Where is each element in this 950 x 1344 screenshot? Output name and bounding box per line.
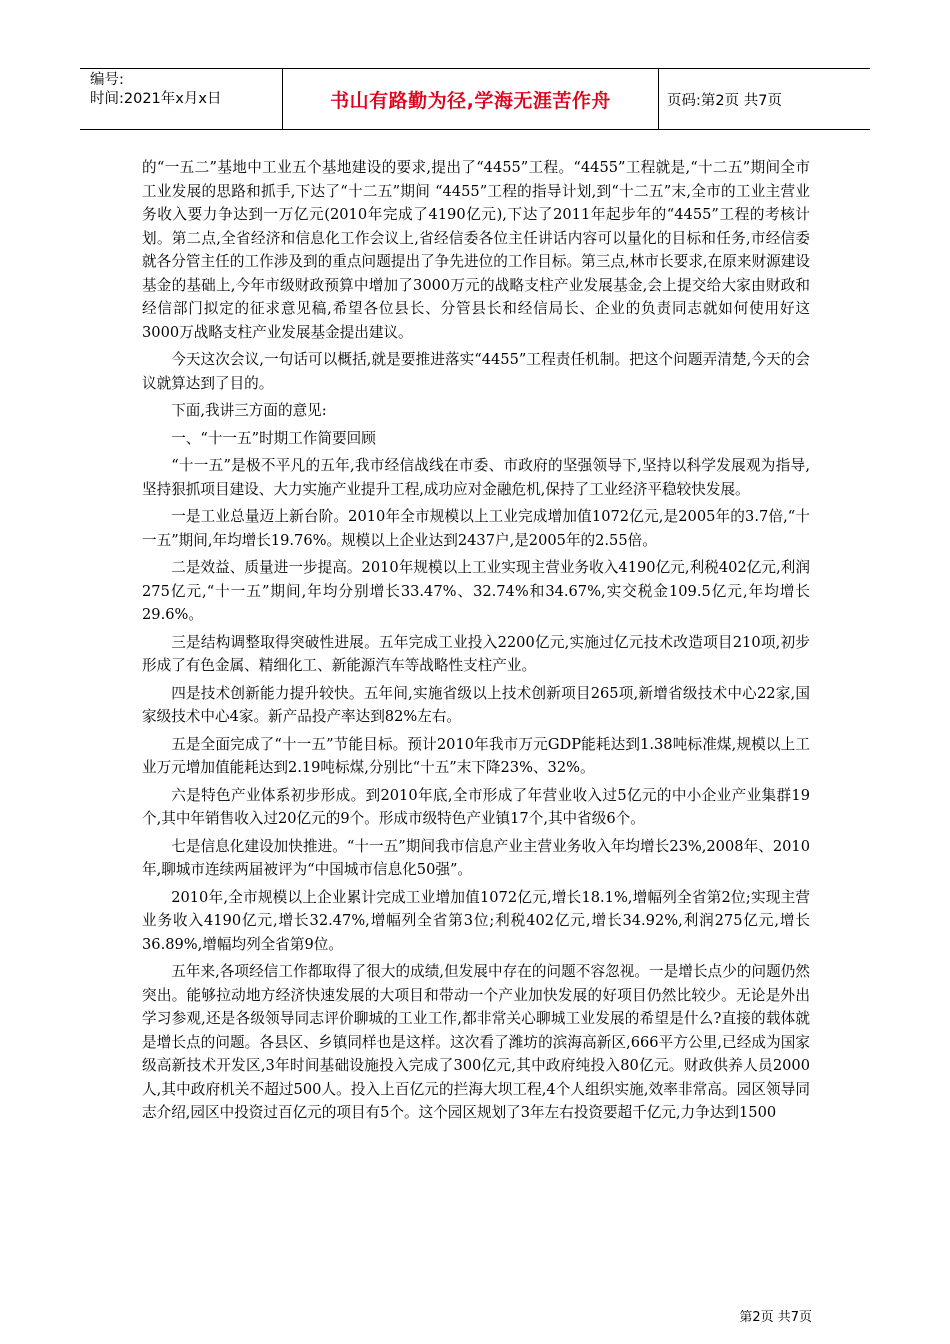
paragraph: 二是效益、质量进一步提高。2010年规模以上工业实现主营业务收入4190亿元,利税402亿元,利润275亿元,“十一五”期间,年均分别增长33.47%、32.74%和34.67%,实交税金109.5亿元,年均增长29.6%。 (142, 559, 810, 623)
paragraph: 七是信息化建设加快推进。“十一五”期间我市信息产业主营业务收入年均增长23%,2008年、2010年,聊城市连续两届被评为“中国城市信息化50强”。 (142, 837, 810, 878)
document-date-label: 时间:2021年x月x日 (90, 91, 222, 107)
paragraph: 一是工业总量迈上新台阶。2010年全市规模以上工业完成增加值1072亿元,是2005年的3.7倍,“十一五”期间,年均增长19.76%。规模以上企业达到2437户,是2005年的2.55倍。 (142, 508, 810, 549)
paragraph: 的“一五二”基地中工业五个基地建设的要求,提出了“4455”工程。“4455”工程就是,“十二五”期间全市工业发展的思路和抓手,下达了“十二五”期间 “4455”工程的指导计划,到“十二五”末,全市的工业主营业务收入要力争达到一万亿元(2010年完成了4190亿元),下达了2011年起步年的“4455”工程的考核计划。第二点,全省经济和信息化工作会议上,省经信委各位主任讲话内容可以量化的目标和任务,市经信委就各分管主任的工作涉及到的重点问题提出了争先进位的工作目标。第三点,林市长要求,在原来财源建设基金的基础上,今年市级财政预算中增加了3000万元的战略支柱产业发展基金,会上提交给大家由财政和经信部门拟定的征求意见稿,希望各位县长、分管县长和经信局长、企业的负责同志就如何使用好这3000万战略支柱产业发展基金提出建议。 (142, 159, 810, 341)
document-number-label: 编号: (90, 72, 124, 88)
paragraph: 今天这次会议,一句话可以概括,就是要推进落实“4455”工程责任机制。把这个问题弄清楚,今天的会议就算达到了目的。 (142, 351, 810, 392)
paragraph: 三是结构调整取得突破性进展。五年完成工业投入2200亿元,实施过亿元技术改造项目210项,初步形成了有色金属、精细化工、新能源汽车等战略性支柱产业。 (142, 633, 810, 674)
paragraph: 四是技术创新能力提升较快。五年间,实施省级以上技术创新项目265项,新增省级技术中心22家,国家级技术中心4家。新产品投产率达到82%左右。 (142, 684, 810, 725)
paragraph: 五是全面完成了“十一五”节能目标。预计2010年我市万元GDP能耗达到1.38吨标准煤,规模以上工业万元增加值能耗达到2.19吨标煤,分别比“十五”末下降23%、32%。 (142, 735, 810, 776)
paragraph: “十一五”是极不平凡的五年,我市经信战线在市委、市政府的坚强领导下,坚持以科学发展观为指导,坚持狠抓项目建设、大力实施产业提升工程,成功应对金融危机,保持了工业经济平稳较快发展。 (142, 457, 810, 498)
header-meta (80, 69, 283, 129)
paragraph: 五年来,各项经信工作都取得了很大的成绩,但发展中存在的问题不容忽视。一是增长点少的问题仍然突出。能够拉动地方经济快速发展的大项目和带动一个产业加快发展的好项目仍然比较少。无论是外出学习参观,还是各级领导同志评价聊城的工业工作,都非常关心聊城工业发展的希望是什么?直接的载体就是增长点的问题。各县区、乡镇同样也是这样。这次看了潍坊的滨海高新区,666平方公里,已经成为国家级高新技术开发区,3年时间基础设施投入完成了300亿元,其中政府纯投入80亿元。财政供养人员2000人,其中政府机关不超过500人。投入上百亿元的拦海大坝工程,4个人组织实施,效率非常高。园区领导同志介绍,园区中投资过百亿元的项目有5个。这个园区规划了3年左右投资要超千亿元,力争达到1500 (142, 963, 810, 1121)
page-footer-number: 第2页 共7页 (739, 1310, 812, 1325)
page-header (80, 68, 870, 130)
paragraph: 2010年,全市规模以上企业累计完成工业增加值1072亿元,增长18.1%,增幅列全省第2位;实现主营业务收入4190亿元,增长32.47%,增幅列全省第3位;利税402亿元,增长34.92%,利润275亿元,增长36.89%,增幅均列全省第9位。 (142, 888, 810, 953)
document-body (142, 156, 810, 1129)
paragraph: 下面,我讲三方面的意见: (171, 402, 327, 419)
header-page-number: 页码:第2页 共7页 (667, 92, 782, 109)
paragraph: 六是特色产业体系初步形成。到2010年底,全市形成了年营业收入过5亿元的中小企业产业集群19个,其中年销售收入过20亿元的9个。形成市级特色产业镇17个,其中省级6个。 (142, 786, 810, 827)
header-motto: 书山有路勤为径,学海无涯苦作舟 (283, 69, 659, 129)
section-heading: 一、“十一五”时期工作简要回顾 (171, 429, 376, 447)
